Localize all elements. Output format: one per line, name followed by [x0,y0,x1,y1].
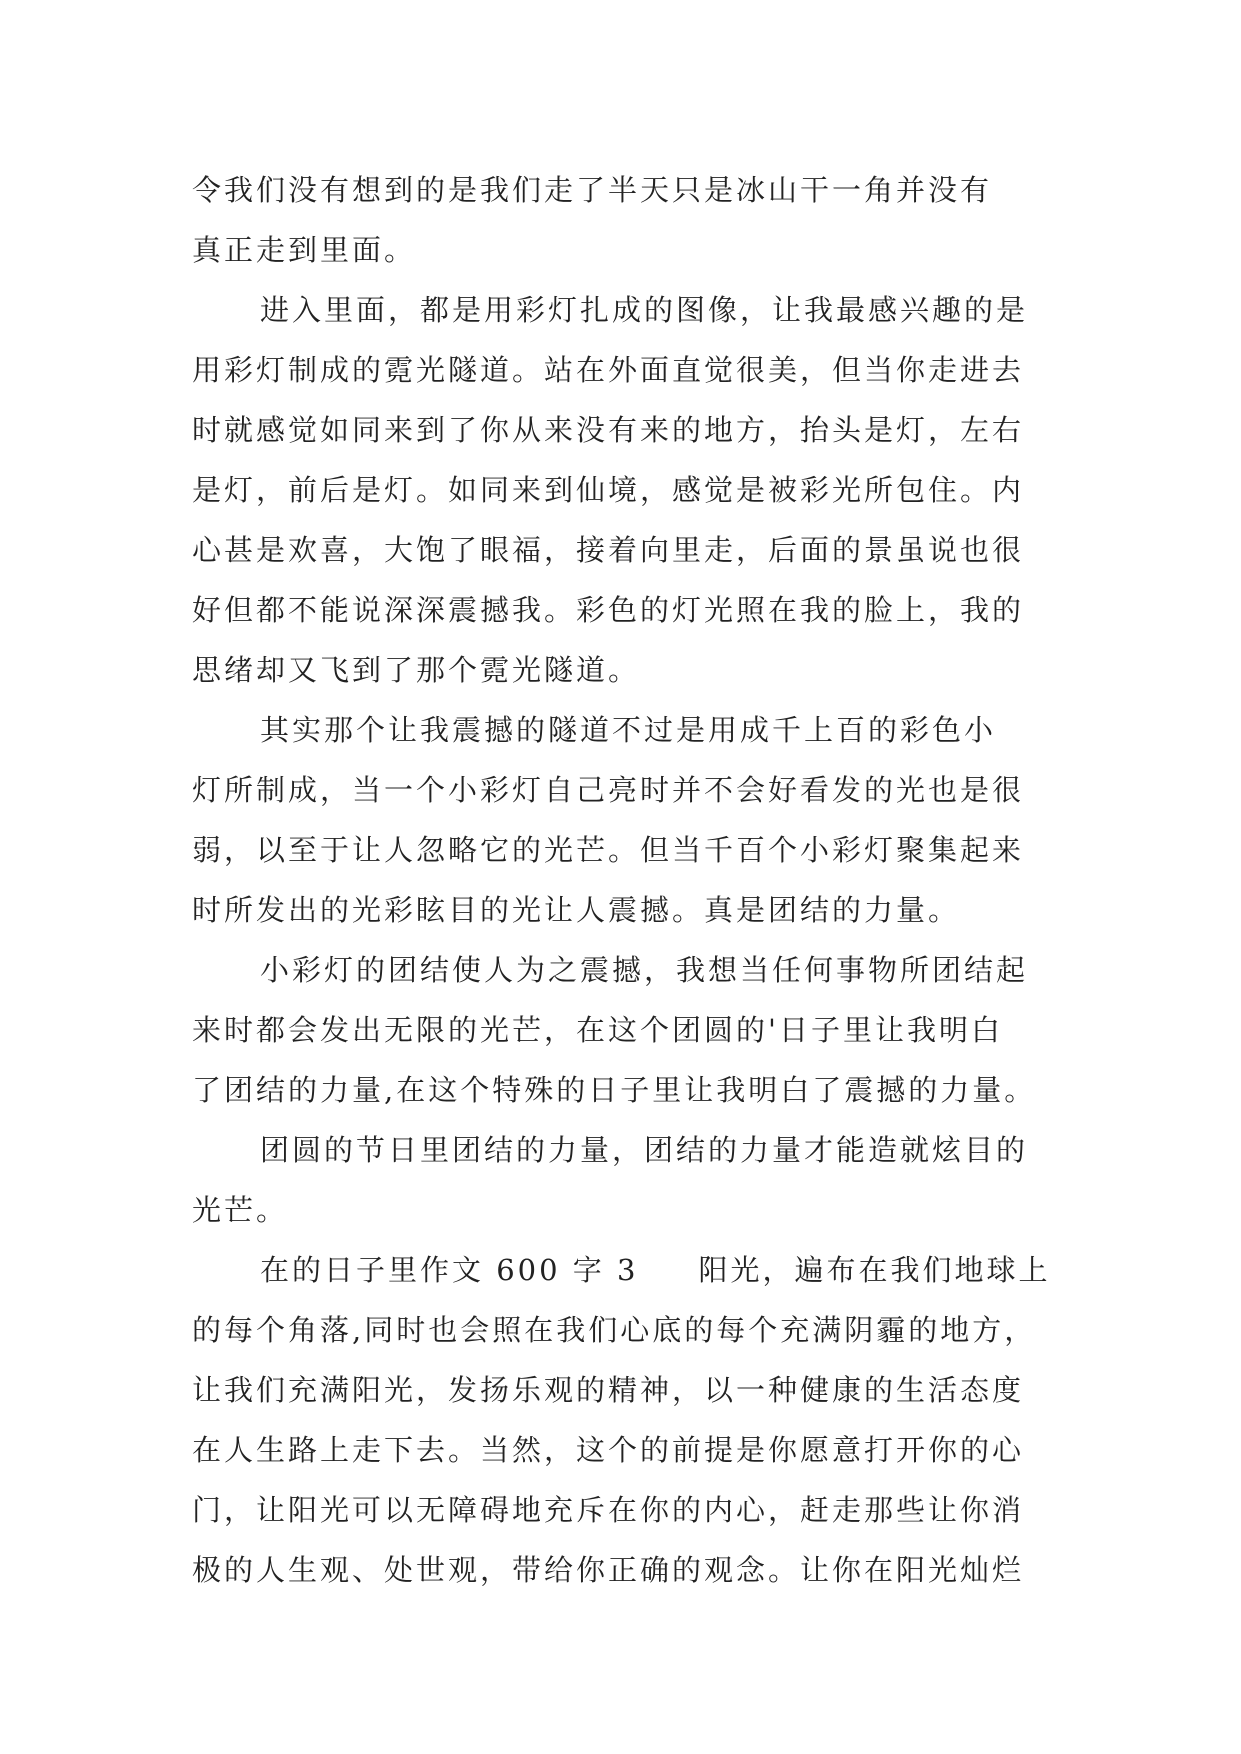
text-line: 好但都不能说深深震撼我。彩色的灯光照在我的脸上，我的 [192,593,1025,627]
text-line: 在人生路上走下去。当然，这个的前提是你愿意打开你的心 [192,1433,1025,1467]
paragraph-start-line: 进入里面，都是用彩灯扎成的图像，让我最感兴趣的是 [260,293,1029,327]
paragraph-start-line: 其实那个让我震撼的隧道不过是用成千上百的彩色小 [260,713,997,747]
text-line: 光芒。 [192,1193,289,1227]
heading-continuation: 阳光，遍布在我们地球上 [698,1253,1051,1287]
essay-body [192,160,1072,1600]
text-line: 思绪却又飞到了那个霓光隧道。 [192,653,641,687]
text-line: 真正走到里面。 [192,233,417,267]
text-line: 弱，以至于让人忽略它的光芒。但当千百个小彩灯聚集起来 [192,833,1025,867]
paragraph-start-line: 小彩灯的团结使人为之震撼，我想当任何事物所团结起 [260,953,1029,987]
text-line: 时所发出的光彩眩目的光让人震撼。真是团结的力量。 [192,893,961,927]
text-line: 是灯，前后是灯。如同来到仙境，感觉是被彩光所包住。内 [192,473,1025,507]
text-line: 令我们没有想到的是我们走了半天只是冰山干一角并没有 [192,173,993,207]
text-line: 的每个角落,同时也会照在我们心底的每个充满阴霾的地方， [192,1313,1037,1347]
text-line: 心甚是欢喜，大饱了眼福，接着向里走，后面的景虽说也很 [192,533,1025,567]
paragraph-start-line: 团圆的节日里团结的力量，团结的力量才能造就炫目的 [260,1133,1029,1167]
text-line: 时就感觉如同来到了你从来没有来的地方，抬头是灯，左右 [192,413,1025,447]
text-line: 用彩灯制成的霓光隧道。站在外面直觉很美，但当你走进去 [192,353,1025,387]
text-line: 灯所制成，当一个小彩灯自己亮时并不会好看发的光也是很 [192,773,1025,807]
section-heading: 在的日子里作文 600 字 3 [260,1253,639,1287]
text-line: 门，让阳光可以无障碍地充斥在你的内心，赶走那些让你消 [192,1493,1025,1527]
text-line: 来时都会发出无限的光芒，在这个团圆的'日子里让我明白 [192,1013,1003,1047]
text-line: 让我们充满阳光，发扬乐观的精神，以一种健康的生活态度 [192,1373,1025,1407]
text-line: 极的人生观、处世观，带给你正确的观念。让你在阳光灿烂 [192,1553,1025,1587]
section-heading-line [192,1240,1072,1300]
text-line: 了团结的力量,在这个特殊的日子里让我明白了震撼的力量。 [192,1073,1037,1107]
